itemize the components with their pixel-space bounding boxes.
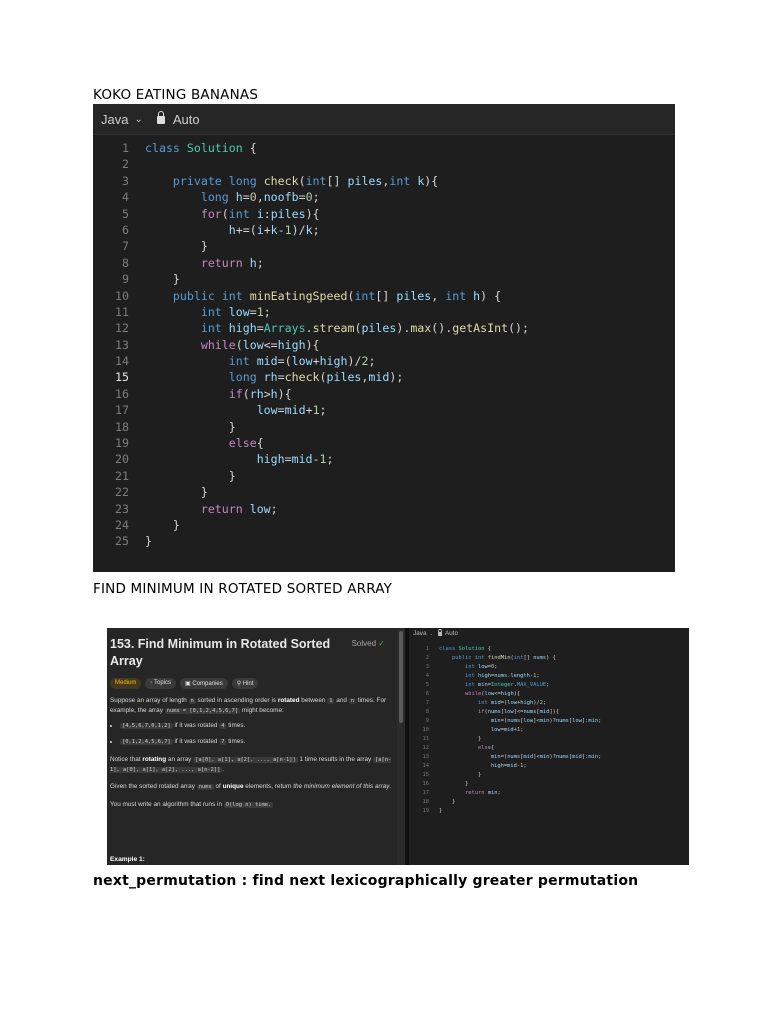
code-line: 8 return h; <box>122 255 264 270</box>
problem-paragraph: Given the sorted rotated array nums of unique elements, return the minimum element of this array. <box>110 783 392 791</box>
topics-tag[interactable]: ◦ Topics <box>145 678 176 689</box>
code-line: 8 if(nums[low]<=nums[mid]){ <box>425 709 560 715</box>
problem-paragraph: You must write an algorithm that runs in O(log n) time. <box>110 800 272 808</box>
code-line: 20 high=mid-1; <box>115 452 334 467</box>
code-line: 4 int high=nums.length-1; <box>425 673 540 679</box>
code-line: 19 else{ <box>115 436 264 451</box>
code-line: 11 } <box>422 736 482 742</box>
code-line: 1 class Solution { <box>122 141 257 155</box>
code-line: 9 } <box>122 272 180 287</box>
editor-toolbar <box>93 104 675 135</box>
leetcode-screenshot <box>107 628 689 865</box>
problem-tags <box>110 678 394 689</box>
heading-koko-eating-bananas: KOKO EATING BANANAS <box>93 87 259 103</box>
code-line: 2 <box>122 157 129 172</box>
code-line: 6 h+=(i+k-1)/k; <box>122 222 320 237</box>
problem-paragraph: Notice that rotating an array [a[0], a[1], a[2], ..., a[n-1]] 1 time results in the array [a[n-1], a[0], a[1], a[2], ..., a[n-2]] . <box>110 755 392 774</box>
code-line: 7 } <box>122 239 208 254</box>
code-line: 13 while(low<=high){ <box>115 337 320 352</box>
lock-icon <box>438 632 442 636</box>
code-line: 16 if(rh>h){ <box>115 386 292 401</box>
code-line: 4 long h=0,noofb=0; <box>122 190 320 205</box>
list-item: • [0,1,2,4,5,6,7] if it was rotated 7 times. <box>120 737 394 747</box>
code-line: 9 min=(nums[low]<min)?nums[low]:min; <box>425 718 602 724</box>
problem-description-panel <box>107 628 397 865</box>
code-line: 18 } <box>422 799 456 805</box>
code-line: 24 } <box>115 517 180 532</box>
code-line: 18 } <box>115 419 236 434</box>
code-line: 6 while(low<=high){ <box>425 691 521 697</box>
example-list <box>110 721 394 748</box>
editor-toolbar <box>409 628 689 639</box>
difficulty-tag: Medium <box>110 678 141 689</box>
code-line: 12 else{ <box>422 745 495 751</box>
code-line: 12 int high=Arrays.stream(piles).max().getAsInt(); <box>115 321 530 336</box>
scrollbar-thumb[interactable] <box>399 631 403 723</box>
code-line: 17 return min; <box>422 790 501 796</box>
code-line: 10 low=mid+1; <box>422 727 524 733</box>
code-line: 3 private long check(int[] piles,int k){ <box>122 173 439 188</box>
code-block <box>409 645 689 816</box>
code-line: 22 } <box>115 485 208 500</box>
code-line: 23 return low; <box>115 501 278 516</box>
code-line: 21 } <box>115 468 236 483</box>
code-line: 17 low=mid+1; <box>115 403 327 418</box>
code-line: 15 } <box>422 772 482 778</box>
hint-tag[interactable]: ⚲ Hint <box>232 678 259 689</box>
code-line: 25 } <box>115 534 152 549</box>
code-line: 14 high=mid-1; <box>422 763 527 769</box>
code-line: 2 public int findMin(int[] nums) { <box>425 655 556 661</box>
language-selector[interactable]: Java <box>413 630 427 637</box>
list-item: • [4,5,6,7,0,1,2] if it was rotated 4 times. <box>120 721 394 731</box>
scrollbar[interactable] <box>397 628 405 865</box>
code-line: 16 } <box>422 781 469 787</box>
code-line: 15 long rh=check(piles,mid); <box>115 370 404 385</box>
problem-paragraph: Suppose an array of length n sorted in ascending order is rotated between 1 and n times. For example, the array nums = [0,1,2,4,5,6,7] might become: <box>110 697 387 715</box>
lock-icon <box>157 116 165 124</box>
heading-find-minimum: FIND MINIMUM IN ROTATED SORTED ARRAY <box>93 581 393 597</box>
chevron-down-icon: ⌄ <box>429 631 433 636</box>
code-line: 1 class Solution { <box>425 646 491 652</box>
check-circle-icon: ✓ <box>378 639 385 648</box>
example-heading: Example 1: <box>110 856 145 863</box>
code-line: 3 int low=0; <box>425 664 498 670</box>
companies-tag[interactable]: ▣ Companies <box>180 678 228 689</box>
code-line: 13 min=(nums[mid]<min)?nums[mid]:min; <box>422 754 602 760</box>
code-line: 5 int min=Integer.MAX_VALUE; <box>425 682 550 688</box>
solved-badge: Solved ✓ <box>351 639 385 648</box>
heading-next-permutation: next_permutation : find next lexicographically greater permutation <box>93 873 639 889</box>
language-selector[interactable]: Java <box>101 111 129 127</box>
code-editor-panel <box>409 628 689 865</box>
problem-title[interactable]: 153. Find Minimum in Rotated Sorted Array <box>110 637 331 668</box>
auto-mode-label: Auto <box>172 111 200 127</box>
code-line: 14 int mid=(low+high)/2; <box>115 354 376 369</box>
code-line: 19 } <box>422 808 443 814</box>
code-line: 7 int mid=(low+high)/2; <box>425 700 547 706</box>
code-line: 11 int low=1; <box>115 304 271 319</box>
code-line: 5 for(int i:piles){ <box>122 206 320 221</box>
code-block <box>93 140 675 550</box>
chevron-down-icon: ⌄ <box>134 113 143 125</box>
code-screenshot-koko <box>93 104 675 572</box>
auto-mode-label: Auto <box>444 630 459 637</box>
code-line: 10 public int minEatingSpeed(int[] piles, int h) { <box>115 288 502 303</box>
